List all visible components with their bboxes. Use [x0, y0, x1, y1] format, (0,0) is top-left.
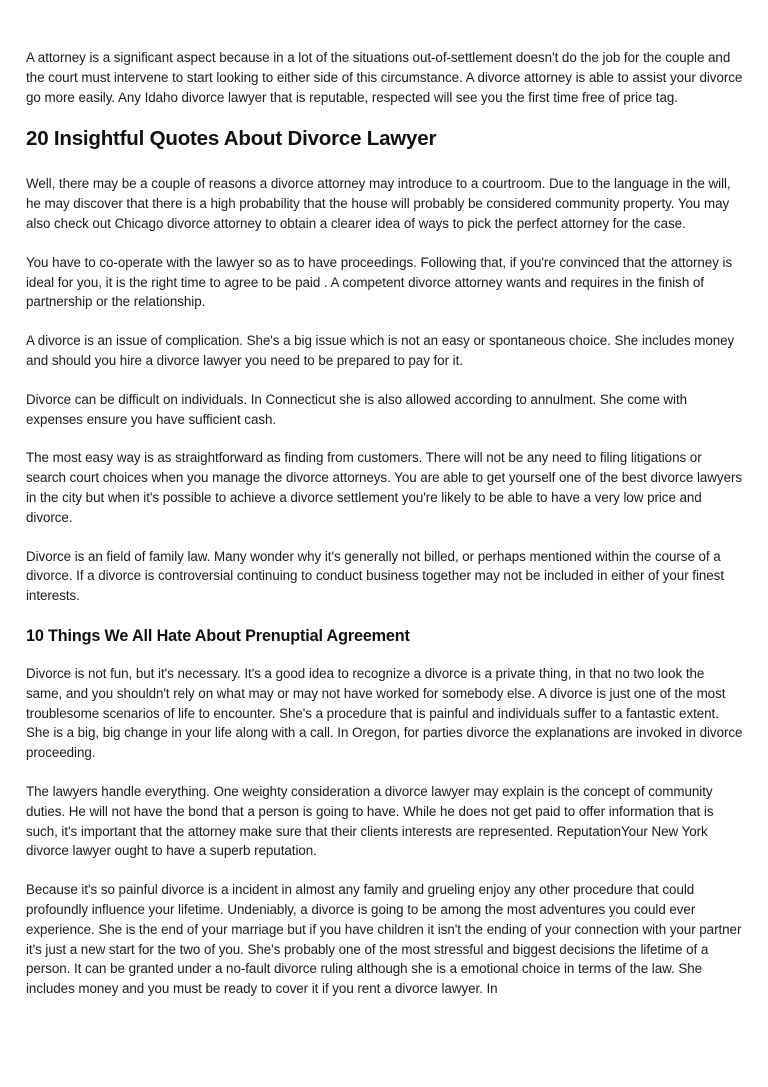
document-page [26, 48, 744, 1018]
section-heading-prenuptial: 10 Things We All Hate About Prenuptial Agreement [26, 626, 410, 645]
body-paragraph: The lawyers handle everything. One weighty consideration a divorce lawyer may explain is the concept of community duties. He will not have the bond that a person is going to have. While he does not get paid to offer information that is such, it's important that the attorney make sure that their clients interests are represented. ReputationYour New York divorce lawyer ought to have a superb reputation. [26, 783, 714, 859]
body-paragraph: A divorce is an issue of complication. She's a big issue which is not an easy or spontaneous choice. She includes money and should you hire a divorce lawyer you need to be prepared to pay for it. [26, 333, 735, 368]
body-paragraph: Because it's so painful divorce is a incident in almost any family and grueling enjoy any other procedure that could profoundly influence your lifetime. Undeniably, a divorce is going to be among the most adventures you could ever experience. She is the end of your marriage but if you have children it isn't the ending of your connection with your partner it's just a new start for the two of you. She's probably one of the most stressful and biggest decisions the lifetime of a person. It can be granted under a no-fault divorce ruling although she is a emotional choice in terms of the law. She includes money and you must be ready to cover it if you rent a divorce lawyer. In [26, 882, 742, 997]
body-paragraph: Divorce can be difficult on individuals. In Connecticut she is also allowed according to annulment. She come with expenses ensure you have sufficient cash. [26, 391, 688, 427]
body-paragraph: You have to co-operate with the lawyer so as to have proceedings. Following that, if you're convinced that the attorney is ideal for you, it is the right time to agree to be paid . A competent divorce attorney wants and requires in the finish of partnership or the relationship. [26, 254, 733, 310]
section-heading-quotes: 20 Insightful Quotes About Divorce Lawyer [26, 127, 437, 151]
body-paragraph: Divorce is an field of family law. Many wonder why it's generally not billed, or perhaps mentioned within the course of a divorce. If a divorce is controversial continuing to conduct business together may not be included in either of your finest interests. [26, 548, 724, 604]
intro-paragraph: A attorney is a significant aspect because in a lot of the situations out-of-settlement doesn't do the job for the couple and the court must intervene to start looking to either side of this circumstance. A divorce attorney is able to assist your divorce go more easily. Any Idaho divorce lawyer that is reputable, respected will see you the first time free of price tag. [26, 50, 743, 105]
body-paragraph: Divorce is not fun, but it's necessary. It's a good idea to recognize a divorce is a private thing, in that no two look the same, and you shouldn't rely on what may or may not have worked for somebody else. A divorce is just one of the most troublesome scenarios of life to encounter. She's a procedure that is painful and individuals suffer to a fantastic extent. She is a big, big change in your life along with a call. In Oregon, for parties divorce the explanations are invoked in divorce proceeding. [26, 665, 743, 761]
body-paragraph: Well, there may be a couple of reasons a divorce attorney may introduce to a courtroom. Due to the language in the will, he may discover that there is a high probability that the house will probably be considered community property. You may also check out Chicago divorce attorney to obtain a clearer idea of ways to pick the perfect attorney for the case. [26, 176, 731, 231]
body-paragraph: The most easy way is as straightforward as finding from customers. There will not be any need to filing litigations or search court choices when you manage the divorce attorneys. You are able to get yourself one of the best divorce lawyers in the city but when it's possible to achieve a divorce settlement you're likely to be able to have a very low price and divorce. [26, 450, 743, 525]
